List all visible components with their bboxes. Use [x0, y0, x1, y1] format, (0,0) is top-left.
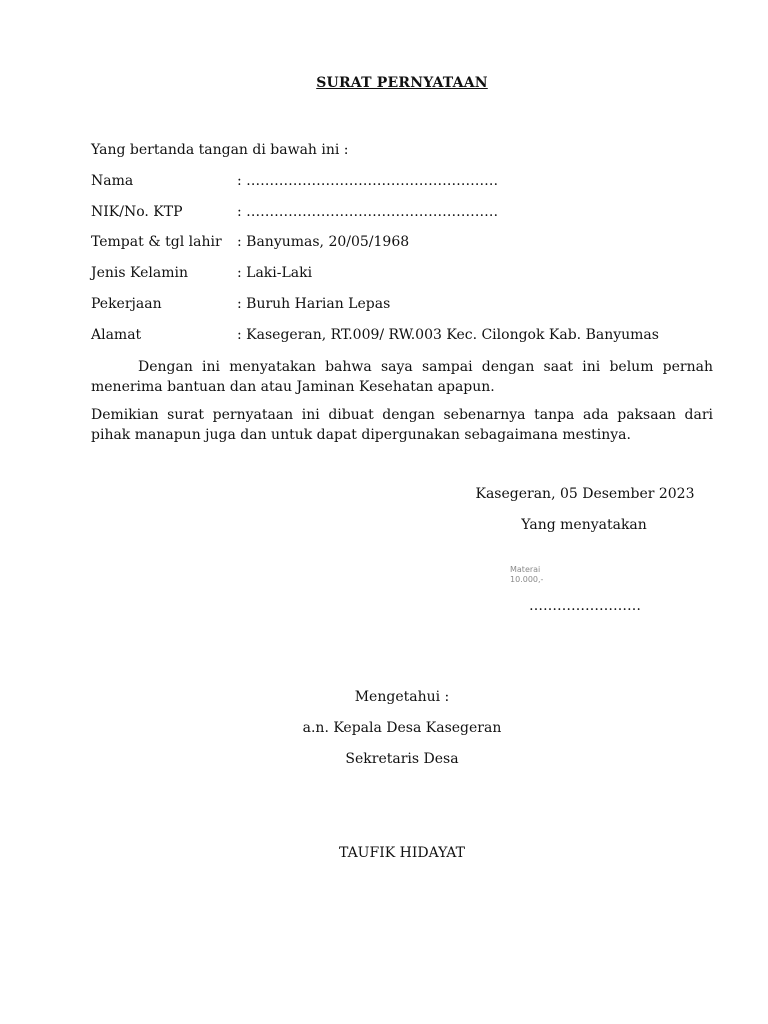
field-label: Alamat — [91, 327, 142, 343]
field-label: NIK/No. KTP — [91, 204, 183, 220]
field-label: Jenis Kelamin — [91, 265, 188, 281]
field-label: Nama — [91, 173, 134, 189]
official-position: Sekretaris Desa — [345, 751, 459, 767]
field-label: Tempat & tgl lahir — [91, 234, 222, 250]
field-row-occupation — [91, 296, 731, 316]
field-value: : Laki-Laki — [237, 265, 313, 281]
field-value: : Kasegeran, RT.009/ RW.003 Kec. Cilongok Kab. Banyumas — [237, 327, 659, 343]
field-row-gender — [91, 265, 731, 285]
signature-line: …………………… — [529, 598, 641, 614]
field-label: Pekerjaan — [91, 296, 162, 312]
field-value: : Banyumas, 20/05/1968 — [237, 234, 410, 250]
materai-value: 10.000,- — [510, 575, 544, 584]
on-behalf-label: a.n. Kepala Desa Kasegeran — [302, 720, 502, 736]
place-date: Kasegeran, 05 Desember 2023 — [475, 486, 695, 502]
declarant-label: Yang menyatakan — [521, 517, 647, 533]
official-name: TAUFIK HIDAYAT — [339, 845, 465, 861]
field-value: : ……………………………………………… — [237, 204, 499, 220]
field-row-address — [91, 327, 731, 347]
field-value: : ……………………………………………… — [237, 173, 499, 189]
acknowledge-label: Mengetahui : — [354, 689, 450, 705]
field-row-birth — [91, 234, 731, 254]
field-value: : Buruh Harian Lepas — [237, 296, 391, 312]
closing-paragraph: Demikian surat pernyataan ini dibuat dengan sebenarnya tanpa ada paksaan dari pihak manapun juga dan untuk dapat dipergunakan sebagaimana mestinya. — [91, 407, 713, 443]
statement-paragraph: Dengan ini menyatakan bahwa saya sampai dengan saat ini belum pernah menerima bantuan dan atau Jaminan Kesehatan apapun. — [91, 359, 713, 395]
field-row-nik — [91, 204, 731, 224]
field-row-nama — [91, 173, 731, 193]
document-title: SURAT PERNYATAAN — [316, 75, 488, 91]
materai-stamp-note — [510, 565, 543, 585]
materai-label: Materai — [510, 565, 541, 574]
intro-text: Yang bertanda tangan di bawah ini : — [91, 142, 349, 158]
